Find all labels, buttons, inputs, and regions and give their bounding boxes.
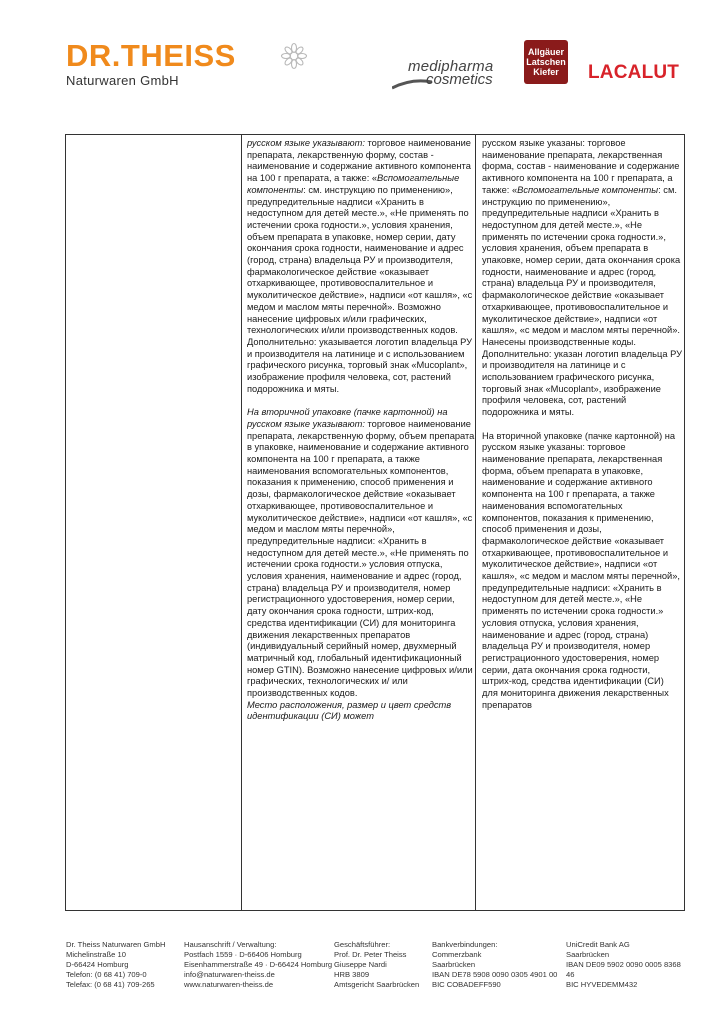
- comparison-table: [65, 134, 685, 911]
- lacalut-logo: LACALUT: [588, 62, 680, 83]
- text-run: : см. инструкцию по применению», предупредительные надписи «Хранить в недоступном для детей месте.», «Не применять по истечении срока годности.», условия хранения, объем препарата в упаковке, номер серии, дата окончания срока годности, наименование и адрес (город, страна) владельца РУ и производителя, фармакологическое действие «оказывает отхаркивающее, противовоспалительное и муколитическое действие», надписи «от кашля», «с медом и маслом мяты перечной». Нанесены производственные коды. Дополнительно: указан логотип владельца РУ и производителя на латинице и с использованием графического рисунка, торговый знак «Mucoplant», изображение профиля человека, сот, растений подорожника и мяты. На вторичной упаковке (пачке картонной) на русском языке указаны: торговое наименование препарата, лекарственная форма, объем препарата в упаковке, наименование и содержание активного компонента на 100 г препарата, а также наименования вспомогательных компонентов, показания к применению, способ применения и дозы, фармакологическое действие «оказывает отхаркивающее, противовоспалительное и муколитическое действие», надписи «от кашля», «с медом и маслом мяты перечной», предупредительные надписи: «Хранить в недоступном для детей месте.», «Не применять по истечении срока годности.» условия отпуска, условия хранения, наименование и адрес (город, страна) владельца РУ и производителя, номер регистрационного удостоверения, номер серии, дата окончания срока годности, штрих-код, средства идентификации (СИ) для мониторинга движения лекарственных препаратов: [482, 184, 682, 710]
- allgaeu-line: Allgäuer: [527, 47, 564, 57]
- column-divider: [475, 135, 476, 910]
- footer-postal: Hausanschrift / Verwaltung: Postfach 1559 · D-66406 Homburg Eisenhammerstraße 49 · D-66424 Homburg info@naturwaren-theiss.de www.naturwaren-theiss.de: [184, 940, 333, 989]
- footer-management: Geschäftsführer: Prof. Dr. Peter Theiss Giuseppe Nardi HRB 3809 Amtsgericht Saarbrücken: [334, 940, 420, 989]
- footer-address: Dr. Theiss Naturwaren GmbH Michelinstraße 10 D-66424 Homburg Telefon: (0 68 41) 709-0 Telefax: (0 68 41) 709-265: [66, 940, 166, 989]
- text-run: русском языке указаны: торговое наименование препарата, лекарственная форма, состав - наименование и содержание активного компонента на 100 г препарата, а также: «: [482, 138, 680, 195]
- footer-bank-2: UniCredit Bank AG Saarbrücken IBAN DE09 5902 0090 0005 8368 46 BIC HYVEDEMM432: [566, 940, 681, 989]
- text-run: русском языке указывают:: [247, 138, 365, 148]
- text-run: Место расположения, размер и цвет средств идентификации (СИ) может: [247, 699, 452, 722]
- medipharma-text: medipharma: [408, 58, 494, 75]
- cosmetics-text: cosmetics: [426, 71, 493, 88]
- letterhead-footer: [66, 940, 686, 1000]
- footer-bank-1: Bankverbindungen: Commerzbank Saarbrücken IBAN DE78 5908 0090 0305 4901 00 BIC COBADEFF590: [432, 940, 558, 989]
- flower-logo-icon: [280, 42, 308, 70]
- kiefer-line: Kiefer: [533, 67, 559, 77]
- allgaeuer-latschenkiefer-logo: [524, 40, 568, 84]
- dr-theiss-logo: DR.THEISS: [66, 38, 236, 73]
- text-run: торговое наименование препарата, лекарственную форму, объем препарата в упаковке, наименование и содержание активного компонента на 100 г препарата, а также наименования вспомогательных компонентов, показания к применению, способ применения и дозы, фармакологическое действие «оказывает отхаркивающее, противовоспалительное и муколитическое действие», надписи «от кашля», «с медом и маслом мяты перечной», предупредительные надписи: «Хранить в недоступном для детей месте.», «Не применять по истечении срока годности.» условия отпуска, условия хранения, наименование и адрес (город, страна) владельца РУ и производителя, номер регистрационного удостоверения, номер серии, дату окончания срока годности, штрих-код, средства идентификации (СИ) для мониторинга движения лекарственных препаратов (индивидуальный серийный номер, двухмерный матричный код, глобальный идентификационный номер GTIN). Возможно нанесение цифровых и/или графических, технологических и/ или производственных кодов.: [247, 418, 475, 699]
- text-run: На вторичной упаковке (пачке картонной) на русском языке указывают:: [247, 407, 448, 429]
- letterhead: [0, 0, 724, 120]
- text-run: Вспомогательные компоненты: [517, 184, 659, 195]
- medipharma-logo: [392, 58, 512, 92]
- company-subtitle: Naturwaren GmbH: [66, 73, 179, 88]
- table-cell-middle: [247, 138, 475, 723]
- text-run: : см. инструкцию по применению», предупредительные надписи «Хранить в недоступном для детей месте.», «Не применять по истечении срока годности.», условия хранения, объем препарата в упаковке, номер серии, дату окончания срока годности, наименование и адрес (город, страна) владельца РУ и производителя, фармакологическое действие «оказывает отхаркивающее, противовоспалительное и муколитическое действие», надписи «от кашля», «с медом и маслом мяты перечной». Возможно нанесение цифровых и/или графических, технологических и/или производственных кодов. Дополнительно: указывается логотип владельца РУ и производителя на латинице и с использованием графического рисунка, торговый знак «Mucoplant», изображение профиля человека, сот, растений подорожника и мяты.: [247, 184, 473, 394]
- latschen-line: Latschen: [526, 57, 566, 67]
- text-run: Вспомогательные компоненты: [247, 173, 460, 195]
- column-divider: [241, 135, 242, 910]
- text-run: торговое наименование препарата, лекарственную форму, состав - наименование и содержание активного компонента на 100 г препарата, а также: «: [247, 138, 471, 184]
- table-cell-right: [482, 138, 682, 711]
